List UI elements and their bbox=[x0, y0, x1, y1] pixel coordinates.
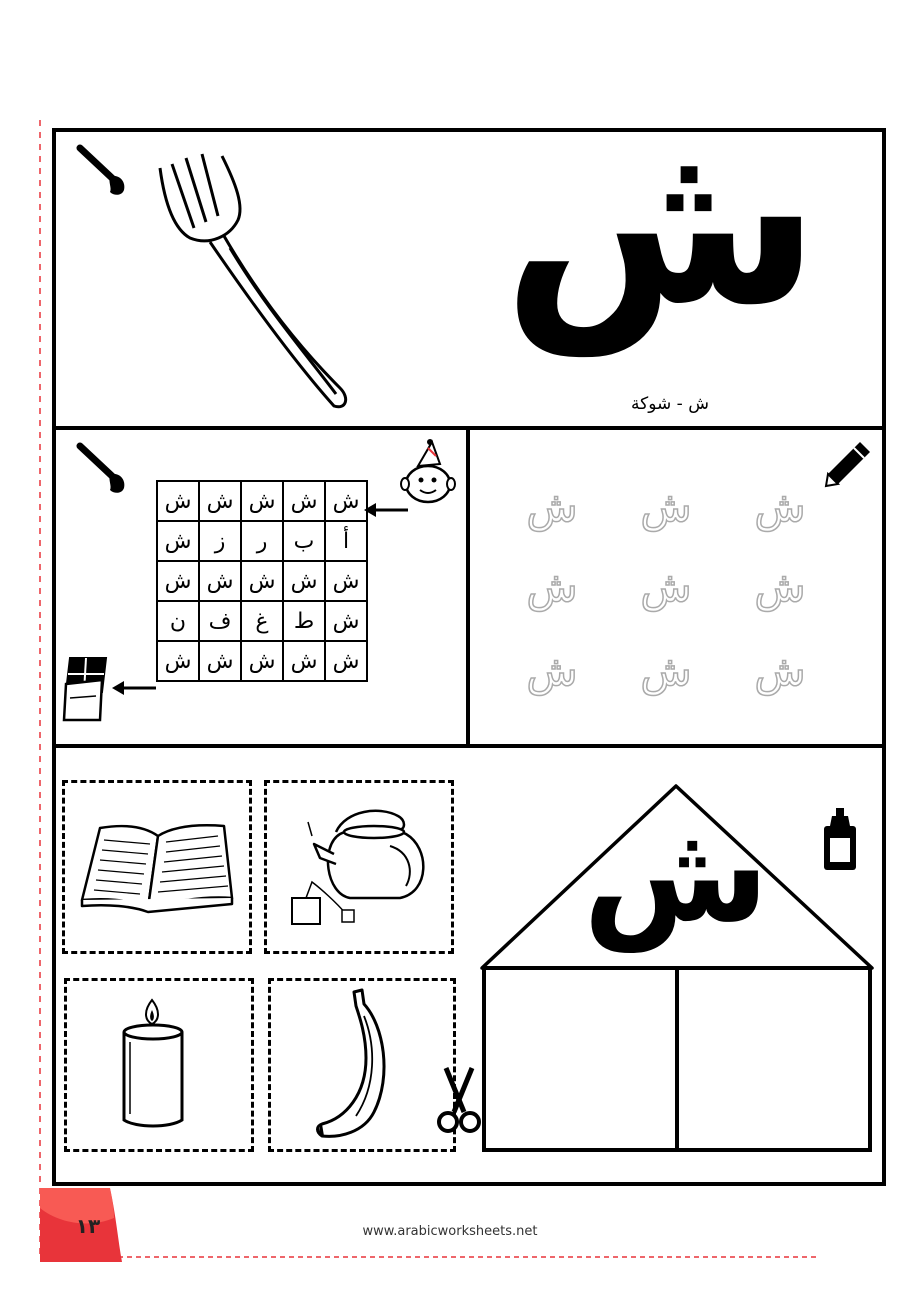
tracing-letter[interactable]: ش bbox=[640, 646, 692, 695]
grid-cell[interactable]: ش bbox=[157, 481, 199, 521]
tracing-letter[interactable]: ش bbox=[640, 482, 692, 531]
footer-url[interactable]: www.arabicworksheets.net bbox=[362, 1224, 538, 1239]
grid-cell[interactable]: ش bbox=[283, 561, 325, 601]
grid-cell[interactable]: ش bbox=[199, 641, 241, 681]
house-letter: ش bbox=[582, 795, 770, 952]
house-drop-zone-right[interactable] bbox=[680, 970, 870, 1148]
grid-cell[interactable]: أ bbox=[325, 521, 367, 561]
tracing-letter[interactable]: ش bbox=[526, 482, 578, 531]
grid-row bbox=[157, 601, 367, 641]
grid-cell[interactable]: ش bbox=[157, 561, 199, 601]
boy-icon bbox=[398, 438, 460, 508]
chocolate-icon bbox=[60, 654, 112, 724]
tracing-letter[interactable]: ش bbox=[640, 562, 692, 611]
letter-word-caption: ش - شوكة bbox=[631, 394, 709, 414]
scissors-icon bbox=[434, 1066, 484, 1134]
grid-cell[interactable]: ش bbox=[283, 481, 325, 521]
paintbrush-icon bbox=[74, 440, 134, 498]
grid-cell[interactable]: ش bbox=[199, 561, 241, 601]
grid-cell[interactable]: ش bbox=[241, 481, 283, 521]
grid-cell[interactable]: ش bbox=[325, 601, 367, 641]
tracing-letter[interactable]: ش bbox=[526, 562, 578, 611]
kettle-image bbox=[290, 802, 440, 932]
book-image bbox=[78, 820, 238, 916]
tracing-letter[interactable]: ش bbox=[526, 646, 578, 695]
grid-cell[interactable]: ش bbox=[283, 641, 325, 681]
tracing-letter[interactable]: ش bbox=[754, 482, 806, 531]
letter-grid bbox=[156, 480, 368, 682]
margin-dashed-line bbox=[36, 120, 46, 1260]
grid-cell[interactable]: ب bbox=[283, 521, 325, 561]
grid-cell[interactable]: ش bbox=[157, 641, 199, 681]
footer-dashed-line bbox=[118, 1252, 818, 1262]
fork-image bbox=[150, 148, 360, 413]
banana-image bbox=[310, 986, 400, 1142]
main-letter: ش bbox=[502, 89, 820, 356]
page-number: ١٣ bbox=[75, 1214, 101, 1238]
grid-cell[interactable]: ش bbox=[199, 481, 241, 521]
grid-cell[interactable]: ر bbox=[241, 521, 283, 561]
grid-cell[interactable]: غ bbox=[241, 601, 283, 641]
grid-cell[interactable]: ش bbox=[325, 561, 367, 601]
grid-cell[interactable]: ش bbox=[325, 641, 367, 681]
tracing-letter[interactable]: ش bbox=[754, 562, 806, 611]
paintbrush-icon bbox=[74, 142, 134, 200]
grid-cell[interactable]: ز bbox=[199, 521, 241, 561]
grid-cell[interactable]: ش bbox=[157, 521, 199, 561]
house-drop-zone-left[interactable] bbox=[486, 970, 674, 1148]
grid-cell[interactable]: ش bbox=[325, 481, 367, 521]
grid-cell[interactable]: ش bbox=[241, 641, 283, 681]
pencil-icon bbox=[824, 440, 872, 488]
grid-row bbox=[157, 481, 367, 521]
grid-cell[interactable]: ش bbox=[241, 561, 283, 601]
end-arrow-icon bbox=[112, 678, 158, 698]
grid-cell[interactable]: ن bbox=[157, 601, 199, 641]
grid-row bbox=[157, 561, 367, 601]
grid-row bbox=[157, 641, 367, 681]
candle-image bbox=[116, 998, 190, 1130]
grid-cell[interactable]: ف bbox=[199, 601, 241, 641]
tracing-letter[interactable]: ش bbox=[754, 646, 806, 695]
divider-vertical bbox=[466, 428, 470, 746]
grid-row bbox=[157, 521, 367, 561]
grid-cell[interactable]: ط bbox=[283, 601, 325, 641]
